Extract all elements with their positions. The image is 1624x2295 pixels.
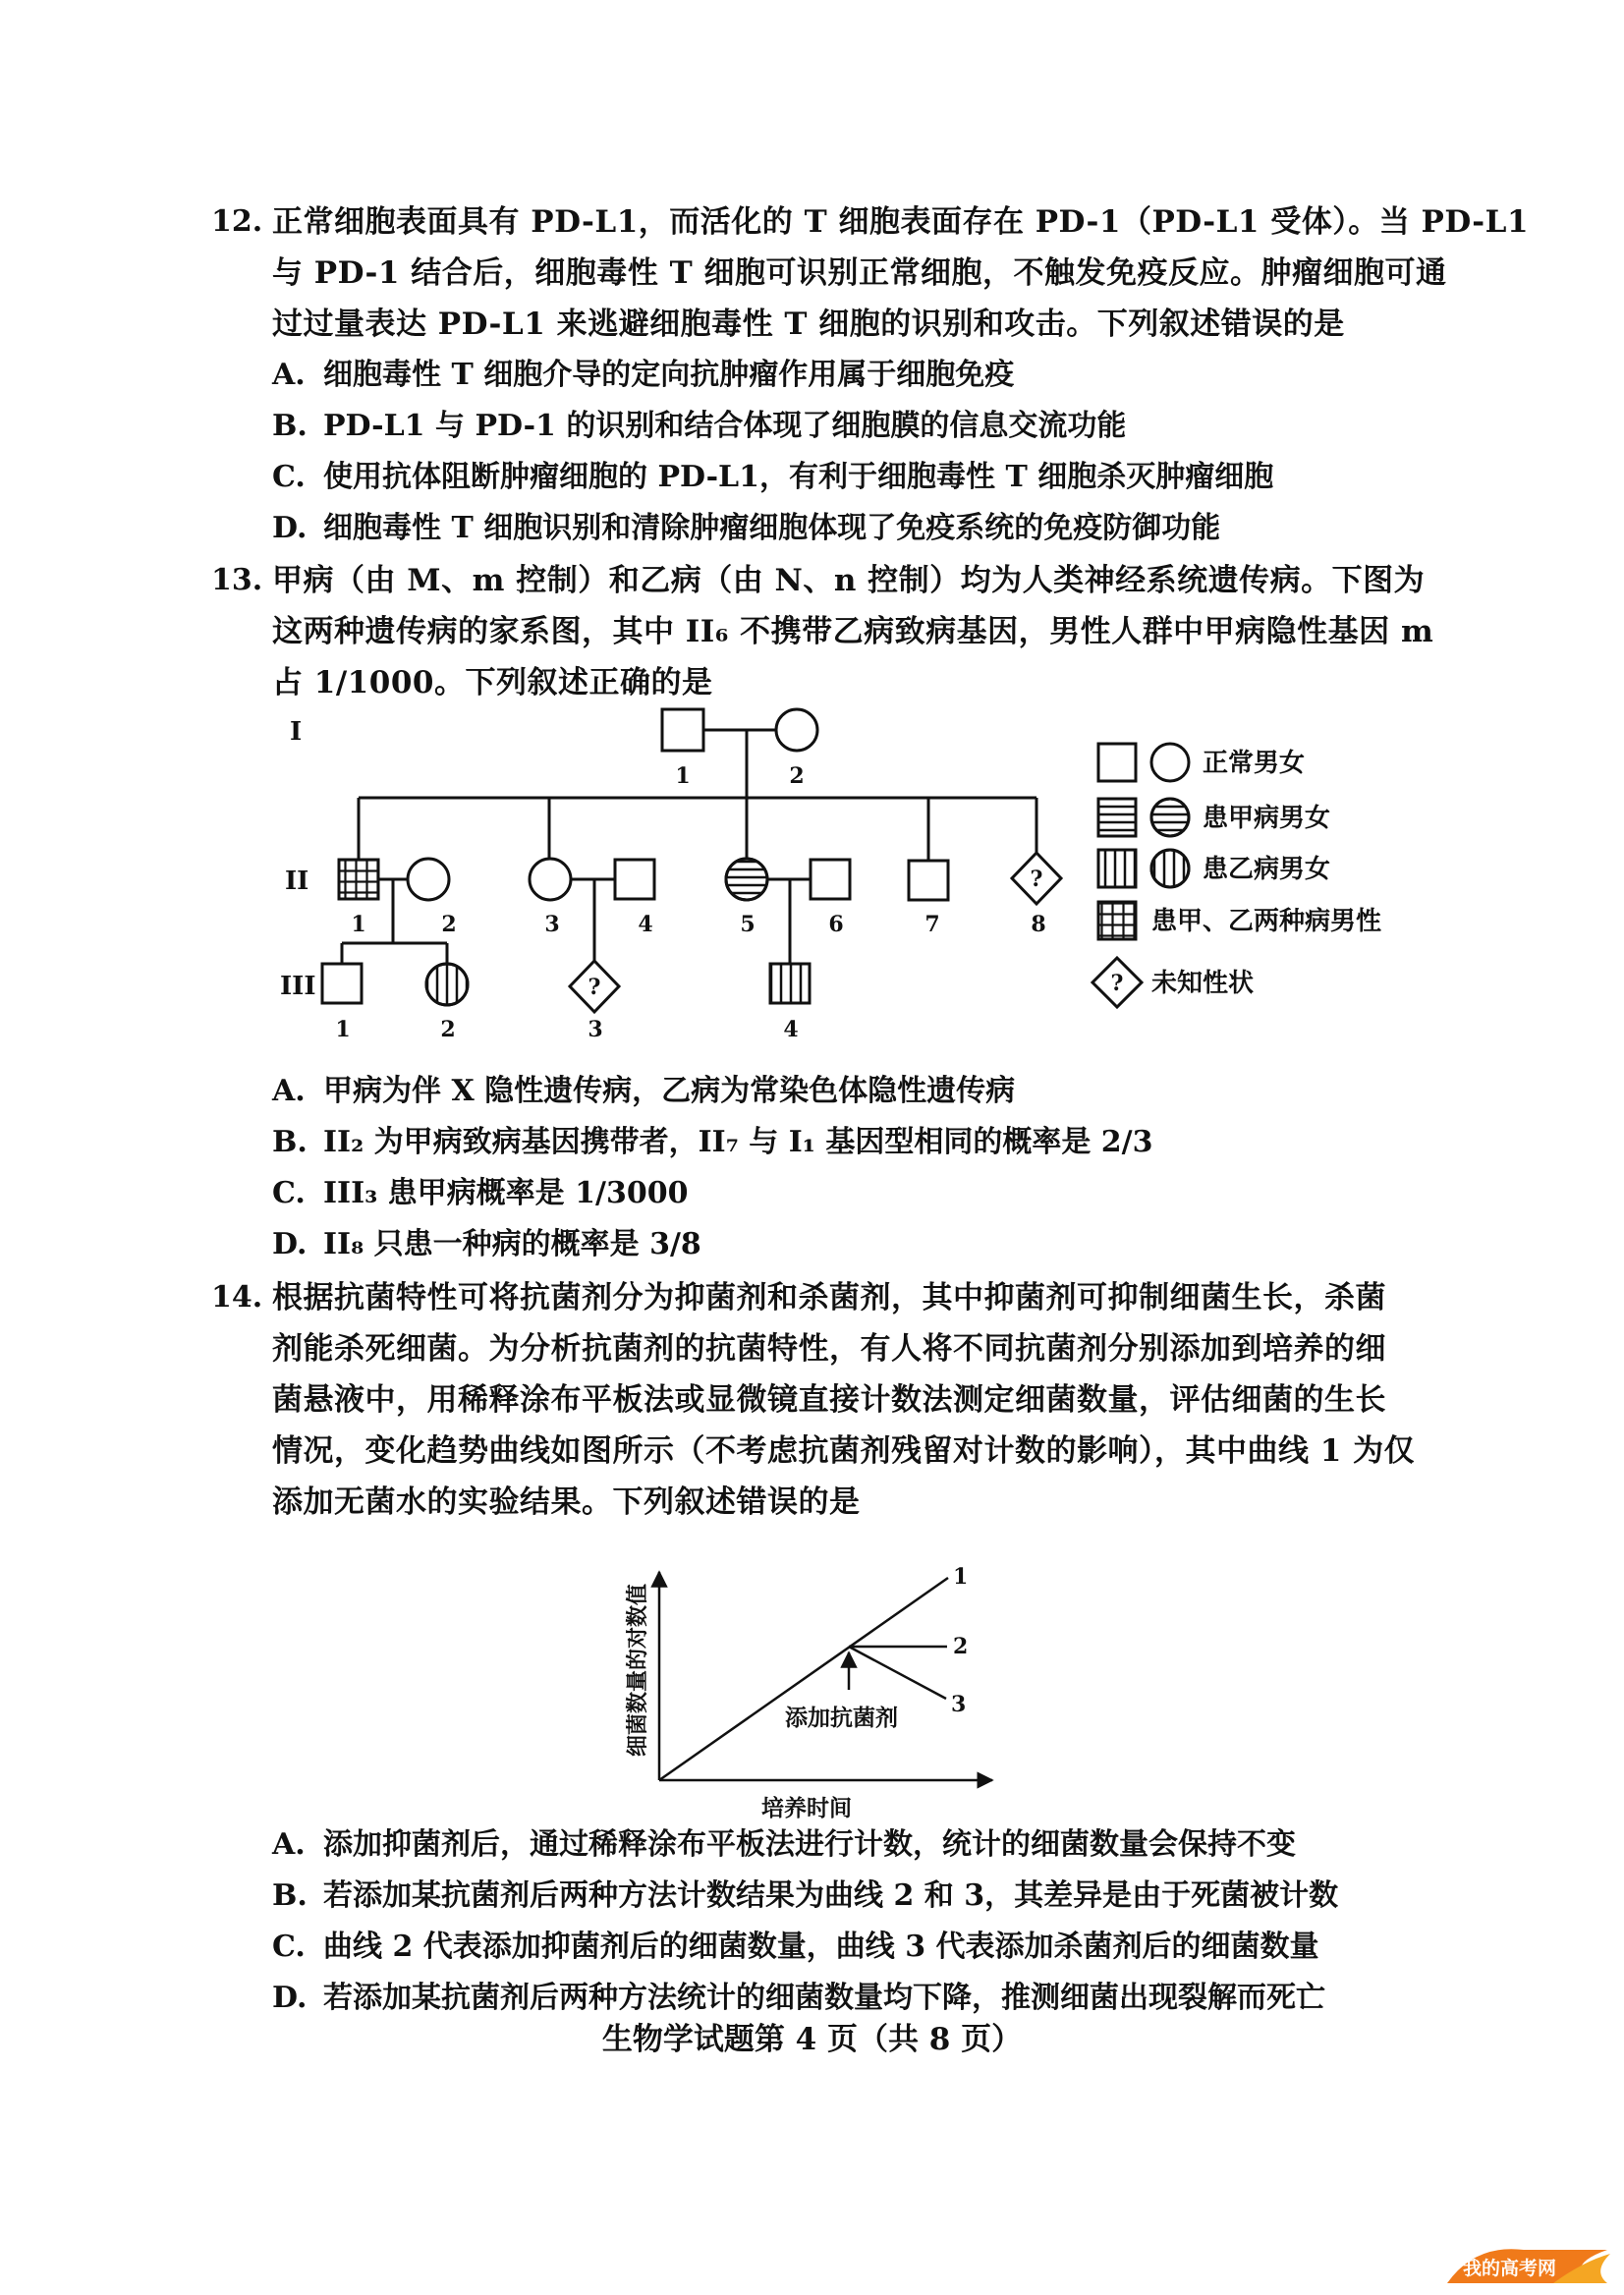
- stem-line: 占 1/1000。下列叙述正确的是: [272, 665, 713, 700]
- curve-1: [659, 1578, 948, 1780]
- gen2-4-male: [615, 860, 654, 899]
- generation-label: II: [285, 867, 309, 896]
- individual-number: 8: [1031, 912, 1046, 937]
- individual-number: 2: [441, 912, 457, 937]
- question-number: 14.: [211, 1280, 263, 1315]
- option-d: D. 若添加某抗菌剂后两种方法统计的细菌数量均下降，推测细菌出现裂解而死亡: [272, 1981, 1325, 2015]
- pedigree-legend: [1092, 744, 1189, 1007]
- option-d: D. 细胞毒性 T 细胞识别和清除肿瘤细胞体现了免疫系统的免疫防御功能: [272, 511, 1221, 545]
- individual-number: 4: [783, 1017, 799, 1042]
- gen3-4-male-disease-b: [770, 964, 810, 1003]
- gen2-2-female: [408, 859, 449, 900]
- gen1-female-2: [776, 709, 817, 751]
- annotation-label: 添加抗菌剂: [785, 1705, 898, 1731]
- option-d: D. II₈ 只患一种病的概率是 3/8: [272, 1227, 701, 1261]
- watermark-text: 我的高考网: [1463, 2258, 1557, 2279]
- individual-number: 4: [638, 912, 653, 937]
- curve-label-2: 2: [953, 1634, 969, 1659]
- gen3-1-male: [322, 964, 362, 1003]
- individual-number: 2: [789, 763, 805, 789]
- option-b: B. PD-L1 与 PD-1 的识别和结合体现了细胞膜的信息交流功能: [272, 409, 1127, 443]
- stem-line: 这两种遗传病的家系图，其中 II₆ 不携带乙病致病基因，男性人群中甲病隐性基因 m: [272, 614, 1434, 649]
- option-c: C. III₃ 患甲病概率是 1/3000: [272, 1176, 689, 1210]
- curve-label-1: 1: [953, 1564, 969, 1590]
- option-c: C. 曲线 2 代表添加抑菌剂后的细菌数量，曲线 3 代表添加杀菌剂后的细菌数量: [272, 1930, 1319, 1964]
- watermark-logo: [1445, 2244, 1612, 2287]
- stem-line: 剂能杀死细菌。为分析抗菌剂的抗菌特性，有人将不同抗菌剂分别添加到培养的细: [272, 1331, 1386, 1367]
- question-number: 13.: [211, 563, 263, 597]
- y-axis-label: 细菌数量的对数值: [625, 1583, 650, 1757]
- stem-line: 添加无菌水的实验结果。下列叙述错误的是: [272, 1484, 861, 1520]
- stem-line: 情况，变化趋势曲线如图所示（不考虑抗菌剂残留对计数的影响），其中曲线 1 为仅: [272, 1433, 1416, 1469]
- individual-number: 3: [544, 912, 560, 937]
- unknown-mark: ?: [588, 975, 601, 1000]
- individual-number: 2: [440, 1017, 456, 1042]
- individual-number: 6: [828, 912, 844, 937]
- question-14-options: [211, 1819, 1420, 2026]
- growth-chart: [609, 1542, 1022, 1822]
- individual-number: 1: [351, 912, 366, 937]
- page-footer: 生物学试题第 4 页（共 8 页）: [601, 2022, 1023, 2057]
- legend-label: 患甲病男女: [1203, 804, 1331, 833]
- option-a: A. 甲病为伴 X 隐性遗传病，乙病为常染色体隐性遗传病: [272, 1074, 1016, 1108]
- unknown-mark: ?: [1030, 867, 1043, 892]
- stem-line: 与 PD-1 结合后，细胞毒性 T 细胞可识别正常细胞，不触发免疫反应。肿瘤细胞可通: [272, 255, 1447, 291]
- option-a: A. 添加抑菌剂后，通过稀释涂布平板法进行计数，统计的细菌数量会保持不变: [272, 1827, 1296, 1862]
- curve-3: [849, 1647, 946, 1699]
- legend-label: 正常男女: [1203, 749, 1306, 778]
- individual-number: 1: [675, 763, 691, 789]
- individual-number: 7: [924, 912, 940, 937]
- individual-number: 1: [335, 1017, 351, 1042]
- stem-line: 甲病（由 M、m 控制）和乙病（由 N、n 控制）均为人类神经系统遗传病。下图为: [272, 563, 1426, 598]
- option-b: B. II₂ 为甲病致病基因携带者，II₇ 与 I₁ 基因型相同的概率是 2/3: [272, 1125, 1153, 1159]
- pedigree-diagram: [275, 693, 1434, 1076]
- x-axis-label: 培养时间: [761, 1795, 852, 1821]
- question-13: [211, 555, 1434, 712]
- stem-line: 正常细胞表面具有 PD-L1，而活化的 T 细胞表面存在 PD-1（PD-L1 受体）。当 PD-L1: [272, 204, 1530, 240]
- curve-label-3: 3: [951, 1692, 967, 1717]
- question-number: 12.: [211, 204, 263, 239]
- individual-number: 3: [588, 1017, 603, 1042]
- generation-label: I: [290, 717, 303, 747]
- unknown-mark: ?: [1110, 971, 1124, 996]
- stem-line: 菌悬液中，用稀释涂布平板法或显微镜直接计数法测定细菌数量，评估细菌的生长: [272, 1382, 1386, 1418]
- gen2-7-male: [909, 861, 948, 900]
- stem-line: 根据抗菌特性可将抗菌剂分为抑菌剂和杀菌剂，其中抑菌剂可抑制细菌生长，杀菌: [272, 1280, 1386, 1315]
- gen2-1-male-both: [339, 860, 378, 899]
- individual-number: 5: [740, 912, 756, 937]
- gen2-6-male: [811, 860, 850, 899]
- option-c: C. 使用抗体阻断肿瘤细胞的 PD-L1，有利于细胞毒性 T 细胞杀灭肿瘤细胞: [272, 460, 1274, 494]
- option-b: B. 若添加某抗菌剂后两种方法计数结果为曲线 2 和 3，其差异是由于死菌被计数: [272, 1878, 1339, 1913]
- legend-label: 患甲、乙两种病男性: [1151, 907, 1382, 936]
- question-13-options: [211, 1066, 1420, 1272]
- question-12: [211, 196, 1530, 550]
- gen2-3-female: [530, 859, 571, 900]
- legend-label: 未知性状: [1151, 969, 1255, 998]
- legend-label: 患乙病男女: [1203, 855, 1331, 884]
- option-a: A. 细胞毒性 T 细胞介导的定向抗肿瘤作用属于细胞免疫: [272, 358, 1015, 392]
- generation-label: III: [280, 972, 316, 1001]
- gen1-male-1: [662, 709, 703, 751]
- stem-line: 过过量表达 PD-L1 来逃避细胞毒性 T 细胞的识别和攻击。下列叙述错误的是: [272, 307, 1345, 342]
- question-14: [211, 1272, 1420, 1528]
